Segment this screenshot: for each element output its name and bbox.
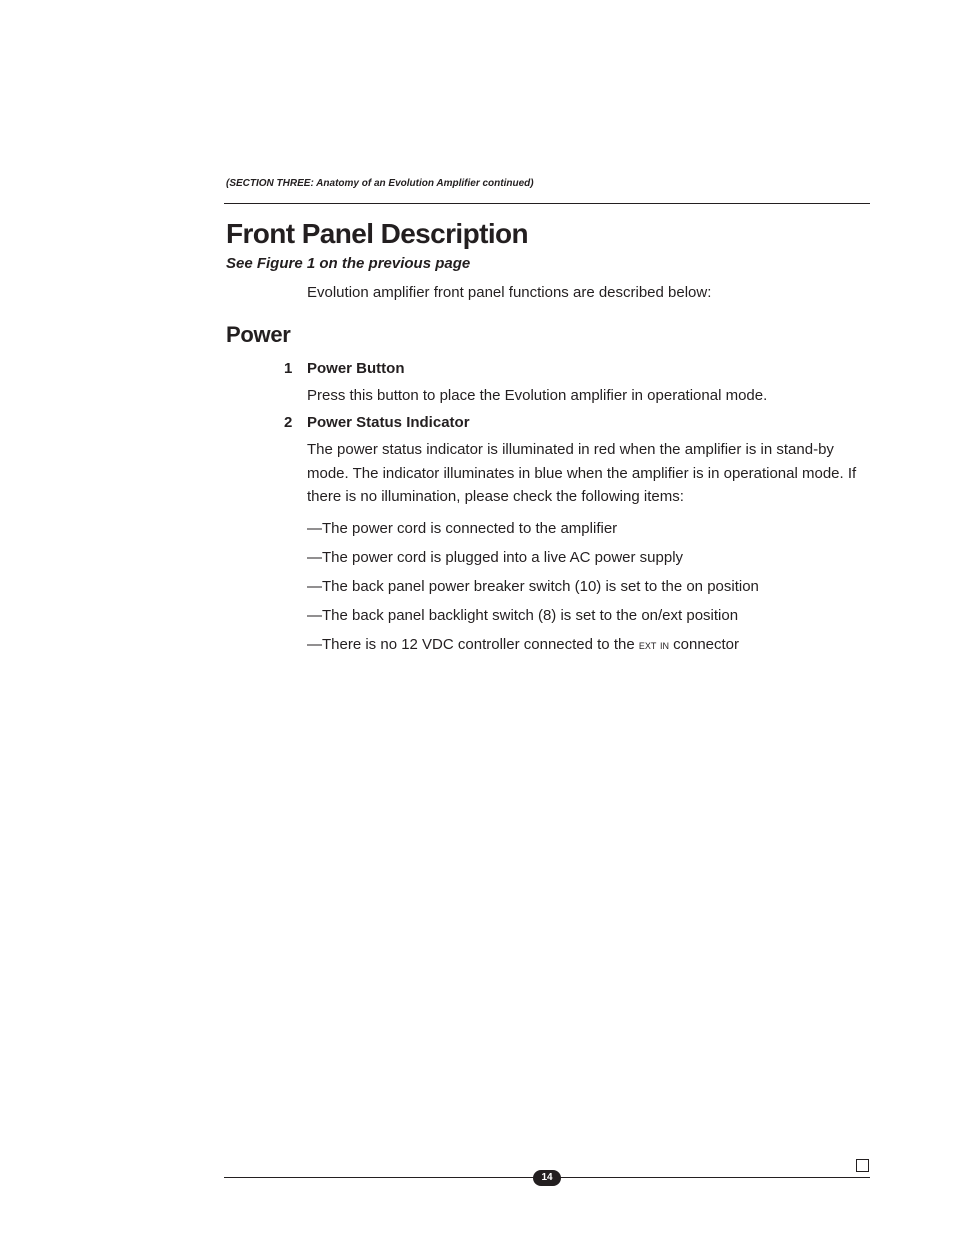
page-number-badge: 14 bbox=[533, 1170, 561, 1186]
checklist-item: —The power cord is plugged into a live AC power supply bbox=[307, 549, 684, 566]
running-head: (SECTION THREE: Anatomy of an Evolution Amplifier continued) bbox=[226, 178, 534, 189]
checklist-item bbox=[307, 634, 759, 663]
item-body: Press this button to place the Evolution amplifier in operational mode. bbox=[307, 387, 768, 404]
checklist-text: connector bbox=[668, 636, 740, 653]
item-heading: Power Status Indicator bbox=[307, 414, 470, 431]
page-subtitle: See Figure 1 on the previous page bbox=[226, 255, 471, 272]
checklist-item: —The back panel power breaker switch (10) is set to the on position bbox=[307, 578, 759, 595]
connector-name: ext in bbox=[638, 637, 669, 652]
header-rule bbox=[224, 203, 870, 204]
checklist-item: —The back panel backlight switch (8) is set to the on/ext position bbox=[307, 607, 739, 624]
page-title: Front Panel Description bbox=[226, 218, 529, 249]
checklist-text: —There is no 12 VDC controller connected to the bbox=[307, 636, 639, 653]
item-heading: Power Button bbox=[307, 360, 405, 377]
item-number: 1 bbox=[284, 360, 293, 377]
item-body: The power status indicator is illuminated in red when the amplifier is in stand-by mode. The indicator illuminates in blue when the amplifier is in operational mode. If there is no illumination, please check the following items: bbox=[307, 441, 857, 505]
checklist bbox=[307, 518, 759, 663]
item-number: 2 bbox=[284, 414, 293, 431]
section-title-power: Power bbox=[226, 322, 291, 347]
checklist-item: —The power cord is connected to the amplifier bbox=[307, 520, 618, 537]
intro-text: Evolution amplifier front panel functions are described below: bbox=[307, 284, 712, 301]
corner-box-icon bbox=[856, 1159, 869, 1172]
